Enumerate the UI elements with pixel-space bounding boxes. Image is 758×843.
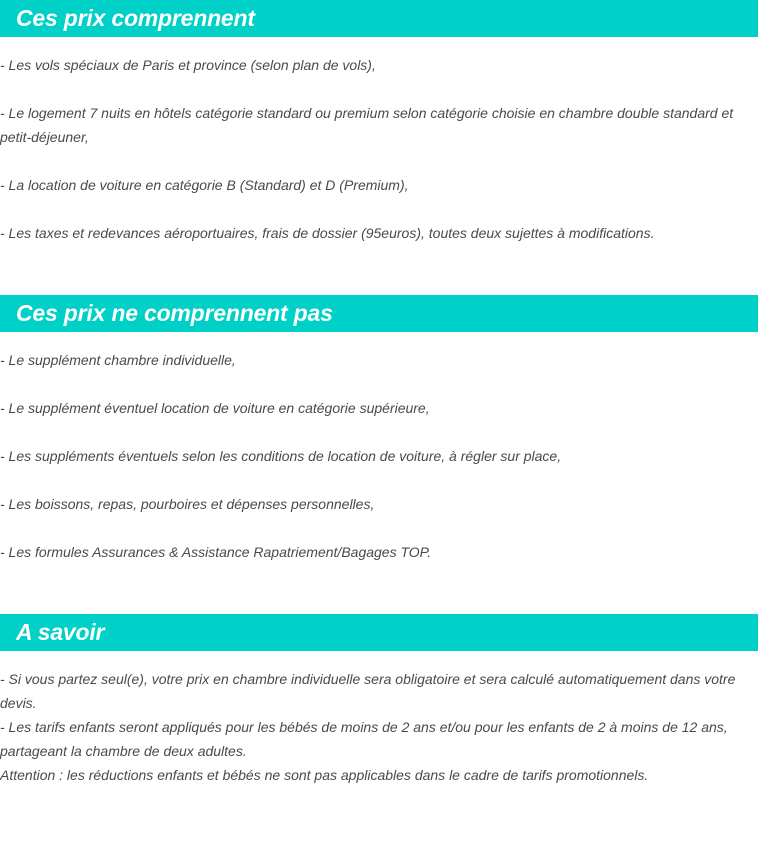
- list-item: - Le logement 7 nuits en hôtels catégorie standard ou premium selon catégorie choisie en chambre double standard et petit-déjeuner,: [0, 105, 734, 145]
- list-item: - Les formules Assurances & Assistance Rapatriement/Bagages TOP.: [0, 544, 432, 560]
- list-item: - Les boissons, repas, pourboires et dépenses personnelles,: [0, 496, 375, 512]
- list-item: - Si vous partez seul(e), votre prix en chambre individuelle sera obligatoire et sera calculé automatiquement dans votre devis.: [0, 671, 736, 711]
- section-included: [0, 0, 758, 295]
- list-item: - Les taxes et redevances aéroportuaires, frais de dossier (95euros), toutes deux sujettes à modifications.: [0, 225, 655, 241]
- section-banner: [0, 0, 758, 37]
- list-item: - Le supplément chambre individuelle,: [0, 352, 236, 368]
- section-banner: [0, 614, 758, 651]
- list-item: - Les tarifs enfants seront appliqués pour les bébés de moins de 2 ans et/ou pour les enfants de 2 à moins de 12 ans, partageant la chambre de deux adultes.: [0, 719, 728, 759]
- section-content: [0, 332, 758, 614]
- list-item: - La location de voiture en catégorie B (Standard) et D (Premium),: [0, 177, 409, 193]
- section-content: [0, 37, 758, 295]
- section-a-savoir: [0, 614, 758, 787]
- section-title: Ces prix comprennent: [16, 5, 255, 31]
- section-banner: [0, 295, 758, 332]
- section-content: [0, 651, 758, 787]
- section-title: Ces prix ne comprennent pas: [16, 300, 333, 326]
- list-item: - Les vols spéciaux de Paris et province (selon plan de vols),: [0, 57, 376, 73]
- list-item: - Les suppléments éventuels selon les conditions de location de voiture, à régler sur place,: [0, 448, 562, 464]
- list-item: - Le supplément éventuel location de voiture en catégorie supérieure,: [0, 400, 430, 416]
- section-not-included: [0, 295, 758, 614]
- section-title: A savoir: [16, 619, 105, 645]
- list-item: Attention : les réductions enfants et bébés ne sont pas applicables dans le cadre de tarifs promotionnels.: [0, 767, 649, 783]
